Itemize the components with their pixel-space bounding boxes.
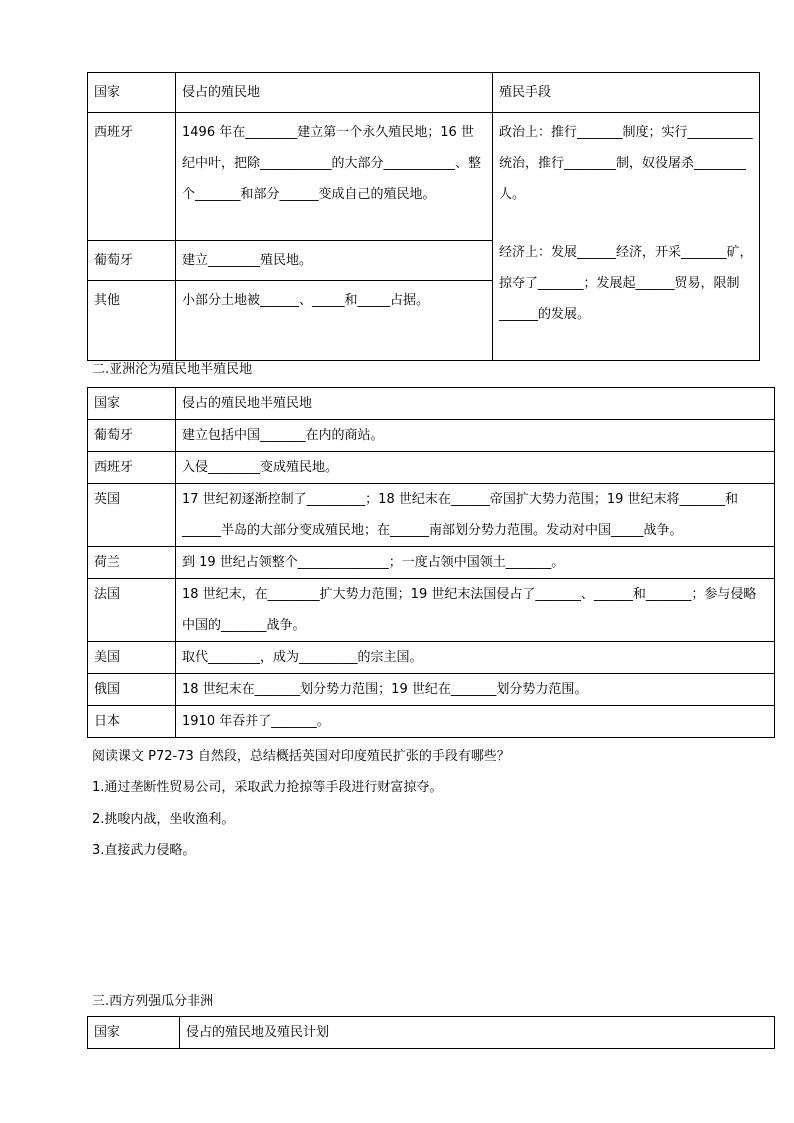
table-row: [88, 674, 775, 706]
table-america-colonies: [87, 72, 760, 361]
content-cell: 建立包括中国_______在内的商站。: [176, 420, 775, 452]
country-cell: 法国: [88, 579, 176, 642]
country-cell: 英国: [88, 484, 176, 547]
means-political: 政治上：推行_______制度；实行__________统治，推行________制，奴役屠杀________人。: [499, 125, 753, 202]
table-row: [88, 452, 775, 484]
reading-answer-1: 1.通过垄断性贸易公司，采取武力抢掠等手段进行财富掠夺。: [92, 780, 443, 795]
table-asia-colonies: [87, 387, 775, 738]
table-header-row: [88, 73, 760, 113]
header-country: 国家: [88, 1017, 180, 1049]
country-cell: 美国: [88, 642, 176, 674]
content-cell: 18 世纪末在_______划分势力范围；19 世纪在_______划分势力范围。: [176, 674, 775, 706]
reading-question: 阅读课文 P72-73 自然段，总结概括英国对印度殖民扩张的手段有哪些？: [92, 749, 510, 764]
table-row: [88, 113, 760, 241]
table-row: [88, 579, 775, 642]
header-means: 殖民手段: [493, 73, 760, 113]
country-cell: 西班牙: [88, 113, 176, 241]
reading-answer-2: 2.挑唆内战，坐收渔利。: [92, 812, 235, 827]
content-cell: 入侵________变成殖民地。: [176, 452, 775, 484]
means-economic: 经济上：发展______经济，开采_______矿，掠夺了_______；发展起______贸易，限制______的发展。: [499, 245, 753, 322]
content-cell: 取代________，成为_________的宗主国。: [176, 642, 775, 674]
colonies-cell: 小部分土地被______、_____和_____占据。: [176, 281, 493, 361]
content-cell: 到 19 世纪占领整个______________；一度占领中国领土_______。: [176, 547, 775, 579]
country-cell: 葡萄牙: [88, 241, 176, 281]
section2-heading: 二.亚洲沦为殖民地半殖民地: [92, 362, 253, 377]
header-country: 国家: [88, 73, 176, 113]
table-row: [88, 706, 775, 738]
country-cell: 荷兰: [88, 547, 176, 579]
header-colonies: 侵占的殖民地: [176, 73, 493, 113]
table-row: [88, 547, 775, 579]
country-cell: 日本: [88, 706, 176, 738]
header-content: 侵占的殖民地及殖民计划: [180, 1017, 775, 1049]
country-cell: 俄国: [88, 674, 176, 706]
country-cell: 葡萄牙: [88, 420, 176, 452]
header-content: 侵占的殖民地半殖民地: [176, 388, 775, 420]
table-africa-colonies: [87, 1016, 775, 1049]
country-cell: 西班牙: [88, 452, 176, 484]
header-country: 国家: [88, 388, 176, 420]
table-row: [88, 420, 775, 452]
means-cell: [493, 113, 760, 361]
colonies-cell: 1496 年在________建立第一个永久殖民地；16 世纪中叶，把除___________的大部分___________、整个_______和部分______变成自己的殖民地。: [176, 113, 493, 241]
reading-answer-3: 3.直接武力侵略。: [92, 843, 196, 858]
country-cell: 其他: [88, 281, 176, 361]
table-row: [88, 642, 775, 674]
table-row: [88, 484, 775, 547]
table-header-row: [88, 1017, 775, 1049]
section3-heading: 三.西方列强瓜分非洲: [92, 994, 214, 1009]
colonies-cell: 建立________殖民地。: [176, 241, 493, 281]
table-header-row: [88, 388, 775, 420]
content-cell: 1910 年吞并了_______。: [176, 706, 775, 738]
content-cell: 18 世纪末，在________扩大势力范围；19 世纪末法国侵占了_______、______和_______；参与侵略中国的_______战争。: [176, 579, 775, 642]
content-cell: 17 世纪初逐渐控制了_________；18 世纪末在______帝国扩大势力范围；19 世纪末将_______和______半岛的大部分变成殖民地；在______南部划分势力范围。发动对中国_____战争。: [176, 484, 775, 547]
